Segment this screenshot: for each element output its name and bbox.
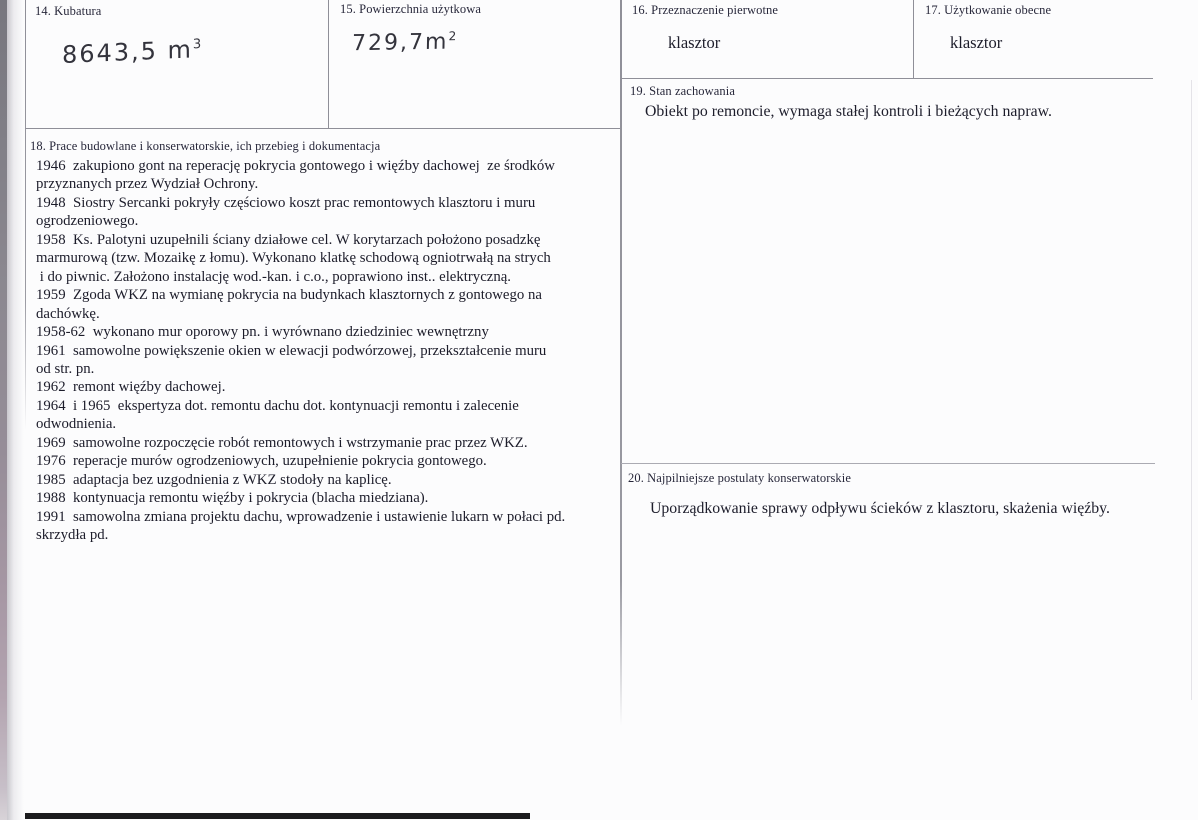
- works-line: 1958 Ks. Palotyni uzupełnili ściany działowe cel. W korytarzach położono posadzkę: [36, 231, 541, 248]
- field-14-kubatura-label: 14. Kubatura: [35, 4, 102, 18]
- field-18-prace-body: [36, 157, 622, 545]
- works-line: 1959 Zgoda WKZ na wymianę pokrycia na budynkach klasztornych z gontowego na: [36, 287, 542, 304]
- field-17-uzytkowanie-label: 17. Użytkowanie obecne: [925, 3, 1052, 17]
- field-14-kubatura-value: [62, 35, 201, 69]
- rule-divider-16-17: [913, 0, 914, 79]
- works-line: 1988 kontynuacja remontu więźby i pokrycia (blacha miedziana).: [36, 490, 429, 507]
- works-line: 1991 samowolna zmiana projektu dachu, wprowadzenie i ustawienie lukarn w połaci pd.: [36, 508, 566, 525]
- works-line: dachówkę.: [36, 305, 100, 322]
- scan-left-edge-shadow: [0, 0, 7, 820]
- field-14-kubatura-exponent: 3: [192, 36, 202, 53]
- works-line: od str. pn.: [36, 360, 95, 377]
- rule-divider-19-20: [621, 463, 1155, 464]
- works-line: 1969 samowolne rozpoczęcie robót remontowych i wstrzymanie prac przez WKZ.: [36, 434, 528, 451]
- works-line: przyznanych przez Wydział Ochrony.: [36, 176, 259, 193]
- field-15-powierzchnia-exponent: 2: [448, 29, 457, 44]
- works-line: 1961 samowolne powiększenie okien w elewacji podwórzowej, przekształcenie muru: [36, 342, 547, 359]
- rule-bottom-14-15: [25, 128, 621, 129]
- rule-left-border: [25, 0, 26, 430]
- works-line: marmurową (tzw. Mozaikę z łomu). Wykonano klatkę schodową ogniotrwałą na strych: [36, 250, 551, 267]
- works-line: 1964 i 1965 ekspertyza dot. remontu dachu dot. kontynuacji remontu i zalecenie: [36, 397, 519, 414]
- works-line: skrzydła pd.: [36, 527, 109, 544]
- field-15-powierzchnia-number: 729,7m: [351, 29, 449, 57]
- works-line: ogrodzeniowego.: [36, 213, 139, 230]
- field-15-powierzchnia-value: [352, 29, 457, 56]
- field-16-przeznaczenie-value: klasztor: [668, 33, 721, 52]
- field-18-prace-label: 18. Prace budowlane i konserwatorskie, ich przebieg i dokumentacja: [30, 139, 381, 153]
- field-16-przeznaczenie-label: 16. Przeznaczenie pierwotne: [632, 3, 779, 17]
- works-line: 1976 reperacje murów ogrodzeniowych, uzupełnienie pokrycia gontowego.: [36, 453, 487, 470]
- field-19-stan-label: 19. Stan zachowania: [630, 84, 735, 98]
- field-20-postulaty-label: 20. Najpilniejsze postulaty konserwatorskie: [628, 471, 852, 485]
- field-19-stan-value: Obiekt po remoncie, wymaga stałej kontroli i bieżących napraw.: [645, 103, 1052, 120]
- scan-left-edge-fade: [7, 0, 24, 820]
- works-line: i do piwnic. Założono instalację wod.-kan. i c.o., poprawiono inst.. elektryczną.: [36, 268, 512, 285]
- field-15-powierzchnia-label: 15. Powierzchnia użytkowa: [340, 2, 482, 16]
- rule-bottom-16-17: [621, 78, 1153, 79]
- rule-divider-14-15: [328, 0, 329, 129]
- scan-bottom-black-bar: [25, 813, 530, 819]
- field-20-postulaty-value: Uporządkowanie sprawy odpływu ścieków z klasztoru, skażenia więźby.: [650, 500, 1111, 517]
- works-line: 1948 Siostry Sercanki pokryły częściowo koszt prac remontowych klasztoru i muru: [36, 194, 536, 211]
- works-line: odwodnienia.: [36, 416, 117, 433]
- field-17-uzytkowanie-value: klasztor: [950, 33, 1003, 52]
- works-line: 1946 zakupiono gont na reperację pokrycia gontowego i więźby dachowej ze środków: [36, 158, 555, 174]
- field-14-kubatura-number: 8643,5 m: [61, 35, 194, 70]
- rule-right-faint-edge: [1191, 80, 1192, 700]
- works-line: 1962 remont więźby dachowej.: [36, 379, 226, 396]
- works-line: 1958-62 wykonano mur oporowy pn. i wyrównano dziedziniec wewnętrzny: [36, 324, 489, 341]
- works-line: 1985 adaptacja bez uzgodnienia z WKZ stodoły na kaplicę.: [36, 471, 392, 488]
